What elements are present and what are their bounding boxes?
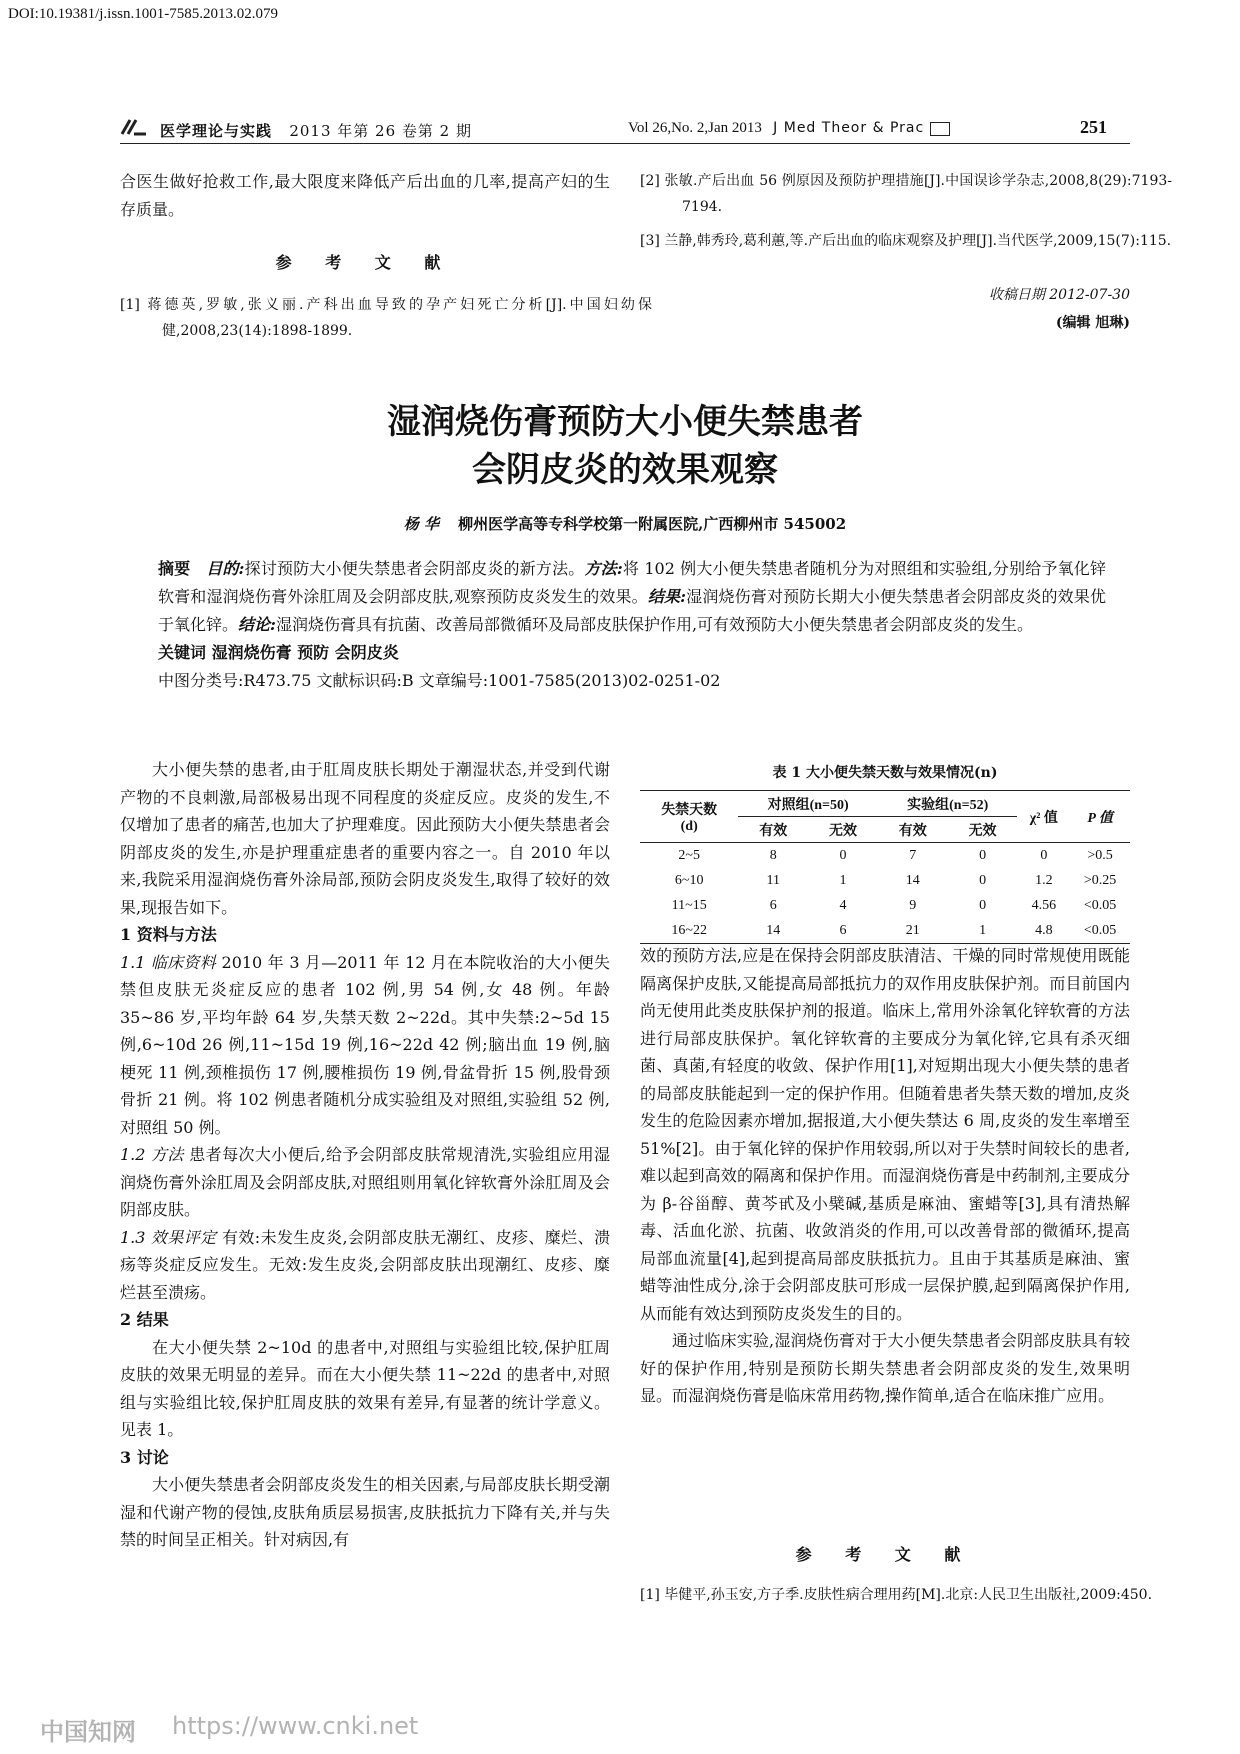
intro-paragraph: 大小便失禁的患者,由于肛周皮肤长期处于潮湿状态,并受到代谢产物的不良刺激,局部极易出现不同程度的炎症反应。皮炎的发生,不仅增加了患者的痛苦,也加大了护理难度。因此预防大小便失禁患者会阴部皮炎的发生,亦是护理重症患者的重要内容之一。自 2010 年以来,我院采用湿润烧伤膏外涂局部,预防会阴皮炎发生,取得了较好的效果,现报告如下。 (120, 760, 610, 917)
section-1-3-label: 1.3 效果评定 (120, 1227, 217, 1247)
header-p: P 值 (1070, 791, 1130, 843)
cell: 0 (979, 897, 987, 913)
header-days: 失禁天数 (661, 802, 718, 818)
table-1-caption: 表 1 大小便失禁天数与效果情况(n) (772, 765, 998, 781)
header-chi: χ² 值 (1017, 791, 1070, 843)
cnki-brand-watermark: 中国知网 (40, 1718, 136, 1746)
issue-cn: 2013 年第 26 卷第 2 期 (289, 122, 472, 140)
header-experiment: 实验组(n=52) (878, 791, 1018, 817)
section-1-1-text: 2010 年 3 月—2011 年 12 月在本院收治的大小便失禁但皮肤无炎症反应的患者 102 例,男 54 例,女 48 例。年龄 35~86 岁,平均年龄 64 岁,失禁天数 2~22d。其中失禁:2~5d 15 例,6~10d 26 例,11~15d 19 例,16~22d 42 例;脑出血 19 例,脑梗死 11 例,颈椎损伤 17 例,腰椎损伤 19 例,骨盆骨折 15 例,股骨颈骨折 21 例。将 102 例患者随机分成实验组及对照组,实验组 52 例,对照组 50 例。 (120, 952, 610, 1137)
prev-reference-2: [2] 张敏.产后出血 56 例原因及预防护理措施[J].中国误诊学杂志,2008,8(29):7193-7194. (640, 173, 1172, 215)
cell: 1 (948, 918, 1018, 944)
journal-name-cn: 医学理论与实践 (160, 122, 273, 140)
section-1-3-text: 有效:未发生皮炎,会阴部皮肤无潮红、皮疹、糜烂、溃疡等炎症反应发生。无效:发生皮炎,会阴部皮肤出现潮红、皮疹、糜烂甚至溃疡。 (120, 1227, 610, 1302)
result-label: 结果: (647, 587, 687, 606)
section-3-heading: 3 讨论 (120, 1447, 169, 1467)
body-left-column (120, 756, 610, 1554)
header-rule (120, 143, 1130, 144)
table-row (640, 843, 1130, 869)
result-text: 湿润烧伤膏对预防长期大小便失禁患者会阴部皮炎的效果优于氧化锌。 (158, 587, 1106, 634)
doi-line: DOI:10.19381/j.issn.1001-7585.2013.02.079 (8, 6, 278, 22)
purpose-text: 探讨预防大小便失禁患者会阴部皮炎的新方法。 (244, 559, 585, 578)
header-exp-effective: 有效 (878, 817, 948, 843)
section-1-1 (120, 949, 610, 1142)
section-1-heading: 1 资料与方法 (120, 925, 217, 944)
cell: >0.25 (1083, 872, 1117, 888)
references-title: 参 考 文 献 (795, 1545, 975, 1564)
abstract-block (158, 555, 1106, 695)
table-1-grid (640, 790, 1130, 944)
author-name: 杨 华 (403, 515, 440, 533)
cell: 6 (769, 897, 777, 913)
header-control-effective: 有效 (738, 817, 808, 843)
running-header-right (628, 120, 950, 137)
section-1-2 (120, 1141, 610, 1224)
section-1-1-label: 1.1 临床资料 (120, 952, 217, 972)
cell: 4.8 (1017, 918, 1070, 944)
received-date: 收稿日期 2012-07-30 (988, 287, 1130, 303)
cell: 0 (979, 847, 987, 863)
prev-reference-3: [3] 兰静,韩秀玲,葛利蕙,等.产后出血的临床观察及护理[J].当代医学,2009,15(7):115. (640, 233, 1172, 249)
cell: 6~10 (674, 872, 704, 888)
table-row (640, 868, 1130, 893)
cell: <0.05 (1070, 918, 1130, 944)
reference-1: [1] 毕健平,孙玉安,方子季.皮肤性病合理用药[M].北京:人民卫生出版社,2009:450. (640, 1587, 1153, 1603)
running-header-left (160, 120, 472, 141)
prev-reference-1: [1] 蒋德英,罗敏,张义丽.产科出血导致的孕产妇死亡分析[J].中国妇幼保健,2008,23(14):1898-1899. (120, 297, 652, 339)
section-2-heading: 2 结果 (120, 1310, 169, 1329)
article-title-line-2: 会阴皮炎的效果观察 (472, 450, 778, 490)
section-1-2-text: 患者每次大小便后,给予会阴部皮肤常规清洗,实验组应用湿润烧伤膏外涂肛周及会阴部皮肤,对照组则用氧化锌软膏外涂肛周及会阴部皮肤。 (120, 1145, 610, 1219)
abstract-label: 摘要 (158, 559, 191, 578)
prev-article-text: 合医生做好抢救工作,最大限度来降低产后出血的几率,提高产妇的生存质量。 (120, 172, 610, 219)
cell: 0 (979, 872, 987, 888)
header-days-cell (640, 791, 738, 843)
cell: 4.56 (1031, 897, 1057, 913)
classification: 中图分类号:R473.75 文献标识码:B 文章编号:1001-7585(2013)02-0251-02 (158, 671, 721, 690)
section-1-2-label: 1.2 方法 (120, 1145, 184, 1164)
header-control-ineffective: 无效 (808, 817, 878, 843)
section-2-text: 在大小便失禁 2~10d 的患者中,对照组与实验组比较,保护肛周皮肤的效果无明显的差异。而在大小便失禁 11~22d 的患者中,对照组与实验组比较,保护肛周皮肤的效果有差异,有显著的统计学意义。见表 1。 (120, 1337, 610, 1439)
conclusion-text: 湿润烧伤膏具有抗菌、改善局部微循环及局部皮肤保护作用,可有效预防大小便失禁患者会阴部皮炎的发生。 (275, 615, 1034, 634)
cell: 11 (766, 872, 781, 888)
cell: 0 (839, 847, 847, 863)
keywords: 关键词 湿润烧伤膏 预防 会阴皮炎 (158, 643, 399, 662)
discussion-continued: 效的预防方法,应是在保持会阴部皮肤清洁、干燥的同时常规使用既能隔离保护皮肤,又能提高局部抵抗力的双作用皮肤保护剂。而目前国内尚无使用此类皮肤保护剂的报道。临床上,常用外涂氧化锌软膏的方法进行局部皮肤保护。氧化锌软膏的主要成分为氧化锌,它具有杀灭细菌、真菌,有轻度的收敛、保护作用[1],对短期出现大小便失禁的患者的局部皮肤能起到一定的保护作用。但随着患者失禁天数的增加,皮炎发生的危险因素亦增加,据报道,大小便失禁达 6 周,皮炎的发生率增至 51%[2]。由于氧化锌的保护作用较弱,所以对于失禁时间较长的患者,难以起到高效的隔离和保护作用。而湿润烧伤膏是中药制剂,主要成分为 β-谷甾醇、黄芩甙及小檗碱,基质是麻油、蜜蜡等[3],具有清热解毒、活血化淤、抗菌、收敛消炎的作用,可以改善骨部的微循环,提高局部血流量[4],起到提高局部皮肤抵抗力。且由于其基质是麻油、蜜蜡等油性成分,涂于会阴部皮肤可形成一层保护膜,起到隔离保护作用,从而能有效达到预防皮炎发生的目的。 (640, 946, 1130, 1323)
editor-note: (编辑 旭琳) (1055, 315, 1130, 331)
cell: 14 (905, 872, 920, 888)
purpose-label: 目的: (206, 559, 245, 578)
header-days-unit: (d) (680, 818, 698, 834)
table-header-row-1 (640, 791, 1130, 817)
cnki-url-watermark: https://www.cnki.net (172, 1712, 419, 1740)
conclusion-label: 结论: (238, 615, 276, 634)
article-title-line-1: 湿润烧伤膏预防大小便失禁患者 (387, 402, 863, 442)
section-3-text: 大小便失禁患者会阴部皮炎发生的相关因素,与局部皮肤长期受潮湿和代谢产物的侵蚀,皮肤角质层易损害,皮肤抵抗力下降有关,并与失禁的时间呈正相关。针对病因,有 (120, 1475, 610, 1549)
journal-name-en: J Med Theor & Prac (773, 120, 925, 136)
abstract-paragraph (158, 555, 1106, 639)
method-text: 将 102 例大小便失禁患者随机分为对照组和实验组,分别给予氧化锌软膏和湿润烧伤膏外涂肛周及会阴部皮肤,观察预防皮炎发生的效果。 (158, 559, 1106, 606)
header-box-icon (930, 122, 950, 136)
header-exp-ineffective: 无效 (948, 817, 1018, 843)
table-1 (640, 762, 1130, 944)
author-affiliation: 柳州医学高等专科学校第一附属医院,广西柳州市 545002 (458, 515, 847, 533)
cell: 1.2 (1035, 872, 1053, 888)
body-right-column (640, 942, 1130, 1410)
cell: 9 (909, 897, 917, 913)
table-row (640, 893, 1130, 918)
cell: <0.05 (1083, 897, 1117, 913)
section-1-3 (120, 1224, 610, 1307)
journal-logo-icon (120, 118, 148, 136)
author-line (120, 513, 1130, 534)
cell: 2~5 (678, 847, 700, 863)
cell: 11~15 (671, 897, 707, 913)
conclusion-paragraph: 通过临床实验,湿润烧伤膏对于大小便失禁患者会阴部皮肤具有较好的保护作用,特别是预防长期失禁患者会阴部皮炎的发生,效果明显。而湿润烧伤膏是临床常用药物,操作简单,适合在临床推广应用。 (640, 1331, 1130, 1405)
cell: 1 (839, 872, 847, 888)
issue-en: Vol 26,No. 2,Jan 2013 (628, 120, 762, 136)
cell: 0 (1040, 847, 1048, 863)
page-number: 251 (1080, 117, 1107, 137)
cell: 6 (808, 918, 878, 944)
cell: 8 (769, 847, 777, 863)
cell: 21 (878, 918, 948, 944)
cell: 7 (909, 847, 917, 863)
header-control: 对照组(n=50) (738, 791, 878, 817)
prev-references-title: 参 考 文 献 (275, 253, 455, 272)
cell: 14 (738, 918, 808, 944)
method-label: 方法: (584, 559, 623, 578)
table-row (640, 918, 1130, 944)
cell: >0.5 (1087, 847, 1113, 863)
cell: 16~22 (640, 918, 738, 944)
cell: 4 (839, 897, 847, 913)
